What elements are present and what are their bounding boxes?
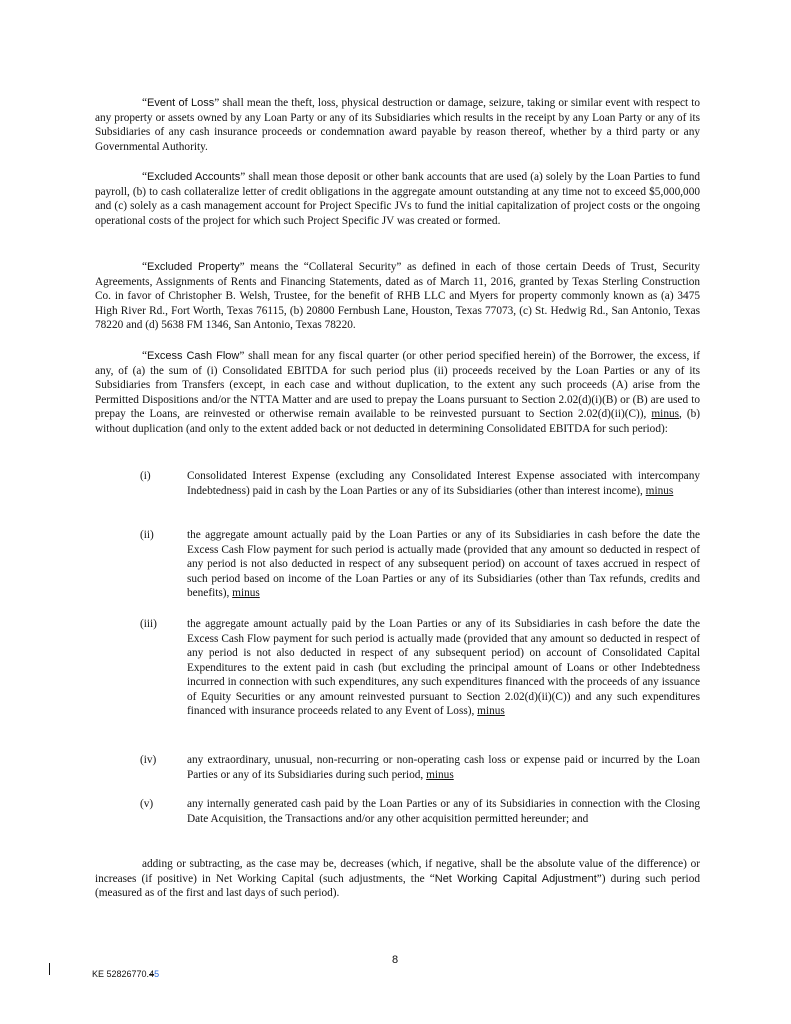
version-old: 4 xyxy=(149,969,155,979)
list-item-text xyxy=(187,528,700,601)
closing-paragraph xyxy=(95,857,700,901)
footer-doc-id xyxy=(92,967,159,982)
closing-text-end: ”) during such period (measured as of the first and last days of such period). xyxy=(95,872,700,899)
definition-text-continued: , (b) without duplication (and only to the extent added back or not deducted in determining Consolidated EBITDA for such period): xyxy=(95,408,701,435)
list-item-text xyxy=(187,753,700,782)
list-item-number: (v) xyxy=(140,798,154,810)
minus-label: minus xyxy=(645,484,674,497)
list-item-text xyxy=(187,797,700,826)
minus-label: minus xyxy=(232,587,260,599)
definition-text: shall mean for any fiscal quarter (or other period specified herein) of the Borrower, the excess, if any, of (a) the sum of (i) Consolidated EBITDA for such period plus (ii) proceeds received by the Loan Parties or any of its Subsidiaries from Transfers (except, in each case and without duplication, to the extent any such proceeds (A) arise from the Permitted Dispositions and/or the NTTA Matter and are used to prepay the Loans pursuant to Section 2.02(d)(i)(B) or (B) are used to prepay the Loans, are reinvested or otherwise remain available to be reinvested pursuant to Section 2.02(d)(ii)(C)), xyxy=(95,350,700,420)
defined-term: Excluded Property xyxy=(147,261,240,273)
change-bar xyxy=(49,963,50,975)
minus-label: minus xyxy=(426,768,454,781)
definition-event-of-loss: “Event of Loss” shall mean the theft, loss, physical destruction or damage, seizure, taking or similar event with respect to any property or assets owned by any Loan Party or any of its Subsidiaries which results in the receipt by any Loan Party or any of its Subsidiaries of any cash insurance proceeds or condemnation award payable by reason thereof, whether by a third party or any Governmental Authority. xyxy=(95,97,701,153)
list-item-body: the aggregate amount actually paid by the Loan Parties or any of its Subsidiaries in cash before the date the Excess Cash Flow payment for such period is actually made (provided that any amount so deducted in respect of any period is not also deducted in respect of any subsequent period) on account of Consolidated Capital Expenditures to the extent paid in cash (but excluding the principal amount of Loans or other Indebtedness incurred in connection with such expenditures, any such expenditures financed with the proceeds of any issuance of Equity Securities or any amount reinvested pursuant to Section 2.02(d)(ii)(C)) and any such expenditures financed with insurance proceeds related to any Event of Loss), xyxy=(187,618,700,717)
minus-label: minus xyxy=(651,408,680,420)
list-item-number: (i) xyxy=(140,470,151,482)
minus-label: minus xyxy=(477,705,505,717)
list-item-body: the aggregate amount actually paid by the Loan Parties or any of its Subsidiaries in cash before the date the Excess Cash Flow payment for such period is actually made (provided that any amount so deducted in respect of any period is not also deducted in respect of any subsequent period) on account of taxes accrued in respect of such period based on income of the Loan Parties or any of its Subsidiaries (other than Tax refunds, credits and benefits), xyxy=(187,529,700,599)
definition-excess-cash-flow: “Excess Cash Flow” shall mean for any fiscal quarter (or other period specified herein) of the Borrower, the excess, if any, of (a) the sum of (i) Consolidated EBITDA for such period plus (ii) proceeds received by the Loan Parties or any of its Subsidiaries from Transfers (except, in each case and without duplication, to the extent any such proceeds (A) arise from the Permitted Dispositions and/or the NTTA Matter and are used to prepay the Loans pursuant to Section 2.02(d)(i)(B) or (B) are used to prepay the Loans, are reinvested or otherwise remain available to be reinvested pursuant to Section 2.02(d)(ii)(C)), minus, (b) without duplication (and only to the extent added back or not deducted in determining Consolidated EBITDA for such period): xyxy=(95,350,701,435)
list-item-body: any internally generated cash paid by the Loan Parties or any of its Subsidiaries in connection with the Closing Date Acquisition, the Transactions and/or any other acquisition permitted hereunder; and xyxy=(187,798,700,825)
definition-text: shall mean those deposit or other bank accounts that are used (a) solely by the Loan Parties to fund payroll, (b) to cash collateralize letter of credit obligations in the aggregate amount outstanding at any time not to exceed $5,000,000 and (c) solely as a cash management account for Project Specific JVs to fund the initial capitalization of project costs or the ongoing operational costs of the project for which such Project Specific JV was created or formed. xyxy=(95,171,700,227)
list-item-number: (ii) xyxy=(140,529,154,541)
doc-id: KE 52826770. xyxy=(92,969,150,979)
definition-text: means the “Collateral Security” as defined in each of those certain Deeds of Trust, Security Agreements, Assignments of Rents and Financing Statements, dated as of March 11, 2016, granted by Texas Sterling Construction Co. in favor of Christopher B. Welsh, Trustee, for the benefit of RHB LLC and Myers for property commonly known as (a) 3475 High River Rd., Fort Worth, Texas 76115, (b) 20800 Fernbush Lane, Houston, Texas 77073, (c) St. Hedwig Rd., San Antonio, Texas 78220 and (d) 5638 FM 1346, San Antonio, Texas 78220. xyxy=(95,261,700,331)
list-item-number: (iv) xyxy=(140,754,157,766)
list-item-body: Consolidated Interest Expense (excluding any Consolidated Interest Expense associated with intercompany Indebtedness) paid in cash by the Loan Parties or any of its Subsidiaries (other than interest income), xyxy=(187,470,700,497)
defined-term: Event of Loss xyxy=(147,97,215,109)
defined-term: Net Working Capital Adjustment xyxy=(434,872,597,885)
defined-term: Excess Cash Flow xyxy=(147,350,240,362)
definition-excluded-property: “Excluded Property” means the “Collateral Security” as defined in each of those certain Deeds of Trust, Security Agreements, Assignments of Rents and Financing Statements, dated as of March 11, 2016, granted by Texas Sterling Construction Co. in favor of Christopher B. Welsh, Trustee, for the benefit of RHB LLC and Myers for property commonly known as (a) 3475 High River Rd., Fort Worth, Texas 76115, (b) 20800 Fernbush Lane, Houston, Texas 77073, (c) St. Hedwig Rd., San Antonio, Texas 78220 and (d) 5638 FM 1346, San Antonio, Texas 78220. xyxy=(95,261,700,331)
list-item-number: (iii) xyxy=(140,618,157,630)
list-item-text xyxy=(187,617,700,719)
defined-term: Excluded Accounts xyxy=(147,171,241,183)
page-number: 8 xyxy=(391,954,399,966)
definition-text: shall mean the theft, loss, physical destruction or damage, seizure, taking or similar event with respect to any property or assets owned by any Loan Party or any of its Subsidiaries which results in the receipt by any Loan Party or any of its Subsidiaries of any cash insurance proceeds or condemnation award payable by reason thereof, whether by a third party or any Governmental Authority. xyxy=(95,97,701,153)
list-item-text xyxy=(187,469,700,498)
version-new: 5 xyxy=(154,969,160,979)
definition-excluded-accounts: “Excluded Accounts” shall mean those deposit or other bank accounts that are used (a) solely by the Loan Parties to fund payroll, (b) to cash collateralize letter of credit obligations in the aggregate amount outstanding at any time not to exceed $5,000,000 and (c) solely as a cash management account for Project Specific JVs to fund the initial capitalization of project costs or the ongoing operational costs of the project for which such Project Specific JV was created or formed. xyxy=(95,171,700,227)
closing-text: adding or subtracting, as the case may be, decreases (which, if negative, shall be the absolute value of the difference) or increases (if positive) in Net Working Capital (such adjustments, the “ xyxy=(95,858,700,885)
list-item-body: any extraordinary, unusual, non-recurring or non-operating cash loss or expense paid or incurred by the Loan Parties or any of its Subsidiaries during such period, xyxy=(187,754,700,781)
